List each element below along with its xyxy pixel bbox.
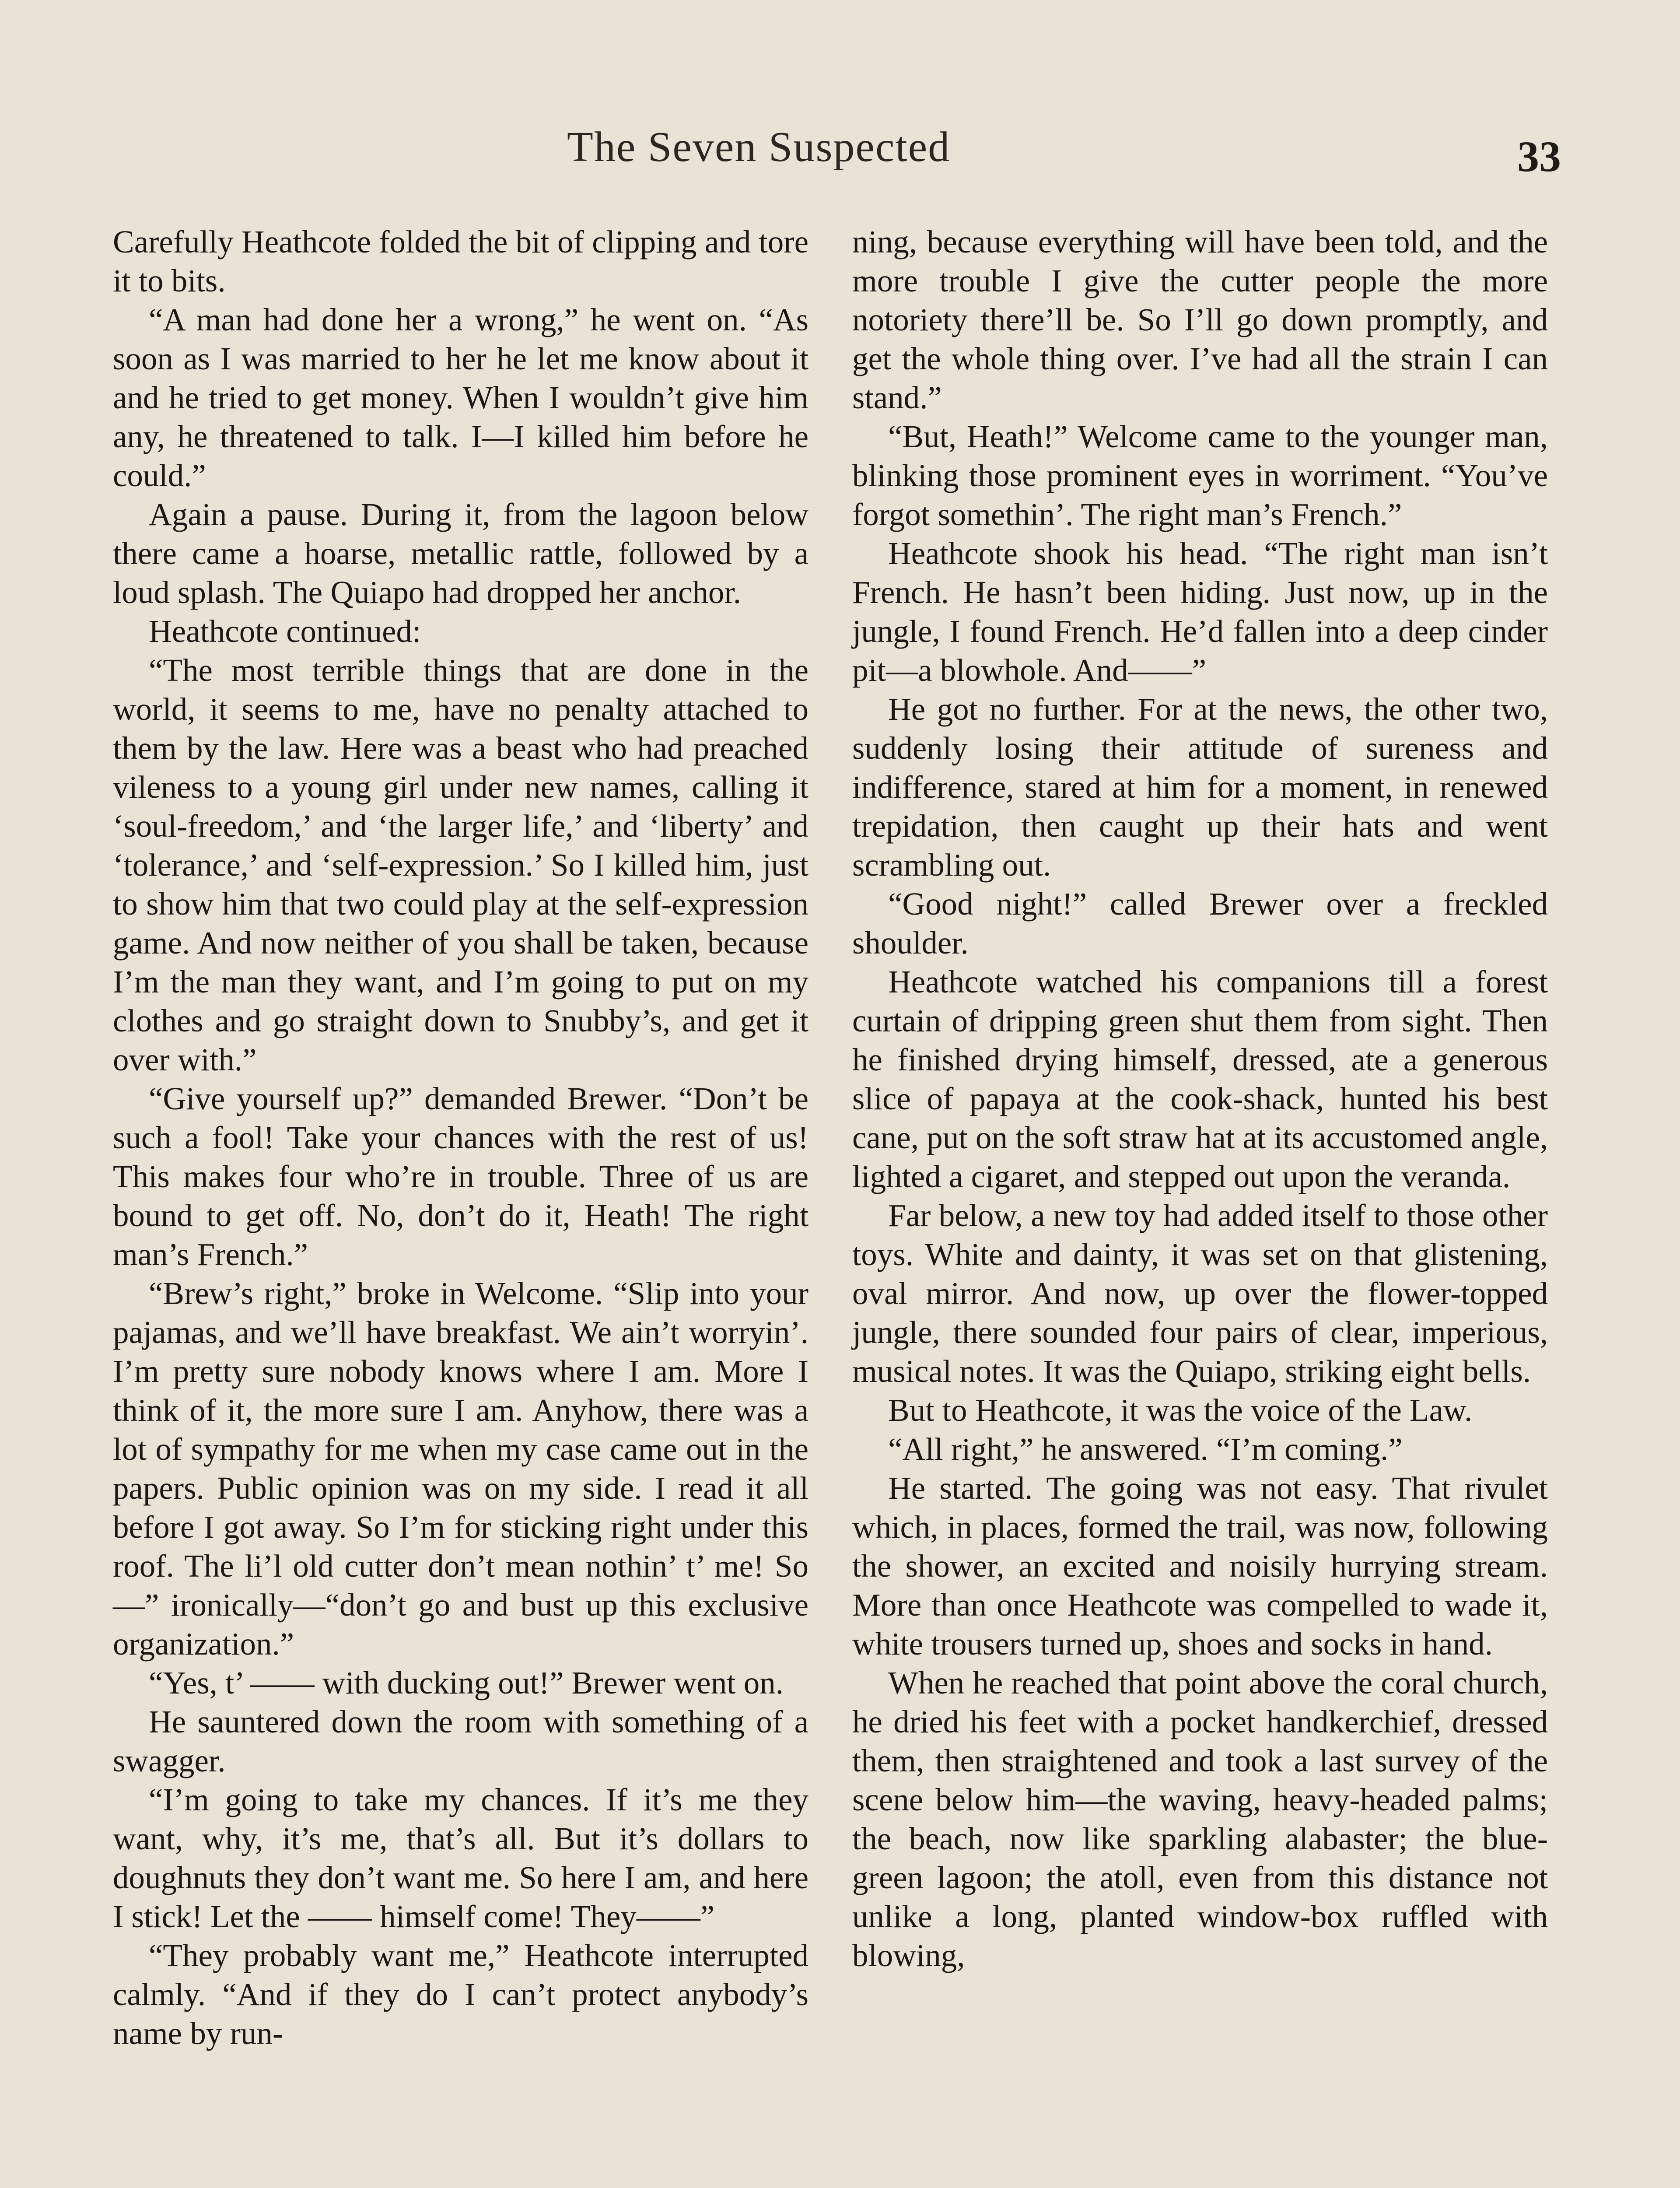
paragraph: “All right,” he answered. “I’m coming.” [888, 1431, 1403, 1467]
paragraph: Far below, a new toy had added itself to those other toys. White and dainty, it was set on that glistening, oval mirror. And now, up over the flower-topped jungle, there sounded four pairs of clear, imperious, musical notes. It was the Quiapo, striking eight bells. [852, 1198, 1548, 1389]
paragraph: “But, Heath!” Welcome came to the younger man, blinking those prominent eyes in worriment. “You’ve forgot somethin’. The right man’s French.” [852, 419, 1548, 532]
paragraph: He started. The going was not easy. That rivulet which, in places, formed the trail, was now, following the shower, an excited and noisily hurrying stream. More than once Heathcote was compelled to wade it, white trousers turned up, shoes and socks in hand. [852, 1470, 1548, 1662]
paragraph: “Good night!” called Brewer over a freckled shoulder. [852, 886, 1548, 961]
paragraph: Heathcote continued: [149, 614, 421, 649]
paragraph: “Brew’s right,” broke in Welcome. “Slip into your pajamas, and we’ll have breakfast. We ain’t worryin’. I’m pretty sure nobody knows where I am. More I think of it, the more sure I am. Anyhow, there was a lot of sympathy for me when my case came out in the papers. Public opinion was on my side. I read it all before I got away. So I’m for sticking right under this roof. The li’l old cutter don’t mean nothin’ t’ me! So—” ironically—“don’t go and bust up this exclusive organization.” [113, 1276, 808, 1662]
right-column [852, 222, 1548, 1975]
paragraph: Again a pause. During it, from the lagoon below there came a hoarse, metallic rattle, followed by a loud splash. The Quiapo had dropped her anchor. [113, 497, 808, 610]
paragraph: “They probably want me,” Heathcote interrupted calmly. “And if they do I can’t protect anybody’s name by run- [113, 1938, 808, 2051]
paragraph: Heathcote shook his head. “The right man isn’t French. He hasn’t been hiding. Just now, up in the jungle, I found French. He’d fallen into a deep cinder pit—a blowhole. And——” [852, 536, 1548, 688]
paragraph: “The most terrible things that are done in the world, it seems to me, have no penalty attached to them by the law. Here was a beast who had preached vileness to a young girl under new names, calling it ‘soul-freedom,’ and ‘the larger life,’ and ‘liberty’ and ‘tolerance,’ and ‘self-expression.’ So I killed him, just to show him that two could play at the self-expression game. And now neither of you shall be taken, because I’m the man they want, and I’m going to put on my clothes and go straight down to Snubby’s, and get it over with.” [113, 652, 808, 1077]
left-column [113, 222, 808, 2053]
paragraph: “Yes, t’ —— with ducking out!” Brewer went on. [149, 1665, 784, 1701]
paragraph: “I’m going to take my chances. If it’s me they want, why, it’s me, that’s all. But it’s dollars to doughnuts they don’t want me. So here I am, and here I stick! Let the —— himself come! They——” [113, 1782, 808, 1934]
page-header [0, 123, 1680, 184]
paragraph: He got no further. For at the news, the other two, suddenly losing their attitude of sureness and indifference, stared at him for a moment, in renewed trepidation, then caught up their hats and went scrambling out. [852, 691, 1548, 883]
paragraph: “Give yourself up?” demanded Brewer. “Don’t be such a fool! Take your chances with the rest of us! This makes four who’re in trouble. Three of us are bound to get off. No, don’t do it, Heath! The right man’s French.” [113, 1081, 808, 1272]
running-title: The Seven Suspected [567, 123, 951, 171]
paragraph: ning, because everything will have been told, and the more trouble I give the cutter people the more notoriety there’ll be. So I’ll go down promptly, and get the whole thing over. I’ve had all the strain I can stand.” [852, 224, 1548, 415]
paragraph: Carefully Heathcote folded the bit of clipping and tore it to bits. [113, 224, 808, 298]
page-number: 33 [1517, 132, 1561, 181]
paragraph: “A man had done her a wrong,” he went on. “As soon as I was married to her he let me know about it and he tried to get money. When I wouldn’t give him any, he threatened to talk. I—I killed him before he could.” [113, 302, 808, 493]
paragraph: Heathcote watched his companions till a forest curtain of dripping green shut them from sight. Then he finished drying himself, dressed, ate a generous slice of papaya at the cook-shack, hunted his best cane, put on the soft straw hat at its accustomed angle, lighted a cigaret, and stepped out upon the veranda. [852, 964, 1548, 1194]
paragraph: When he reached that point above the coral church, he dried his feet with a pocket handkerchief, dressed them, then straightened and took a last survey of the scene below him—the waving, heavy-headed palms; the beach, now like sparkling alabaster; the blue-green lagoon; the atoll, even from this distance not unlike a long, planted window-box ruffled with blowing, [852, 1665, 1548, 1973]
paragraph: But to Heathcote, it was the voice of the Law. [888, 1392, 1473, 1428]
paragraph: He sauntered down the room with something of a swagger. [113, 1704, 808, 1778]
